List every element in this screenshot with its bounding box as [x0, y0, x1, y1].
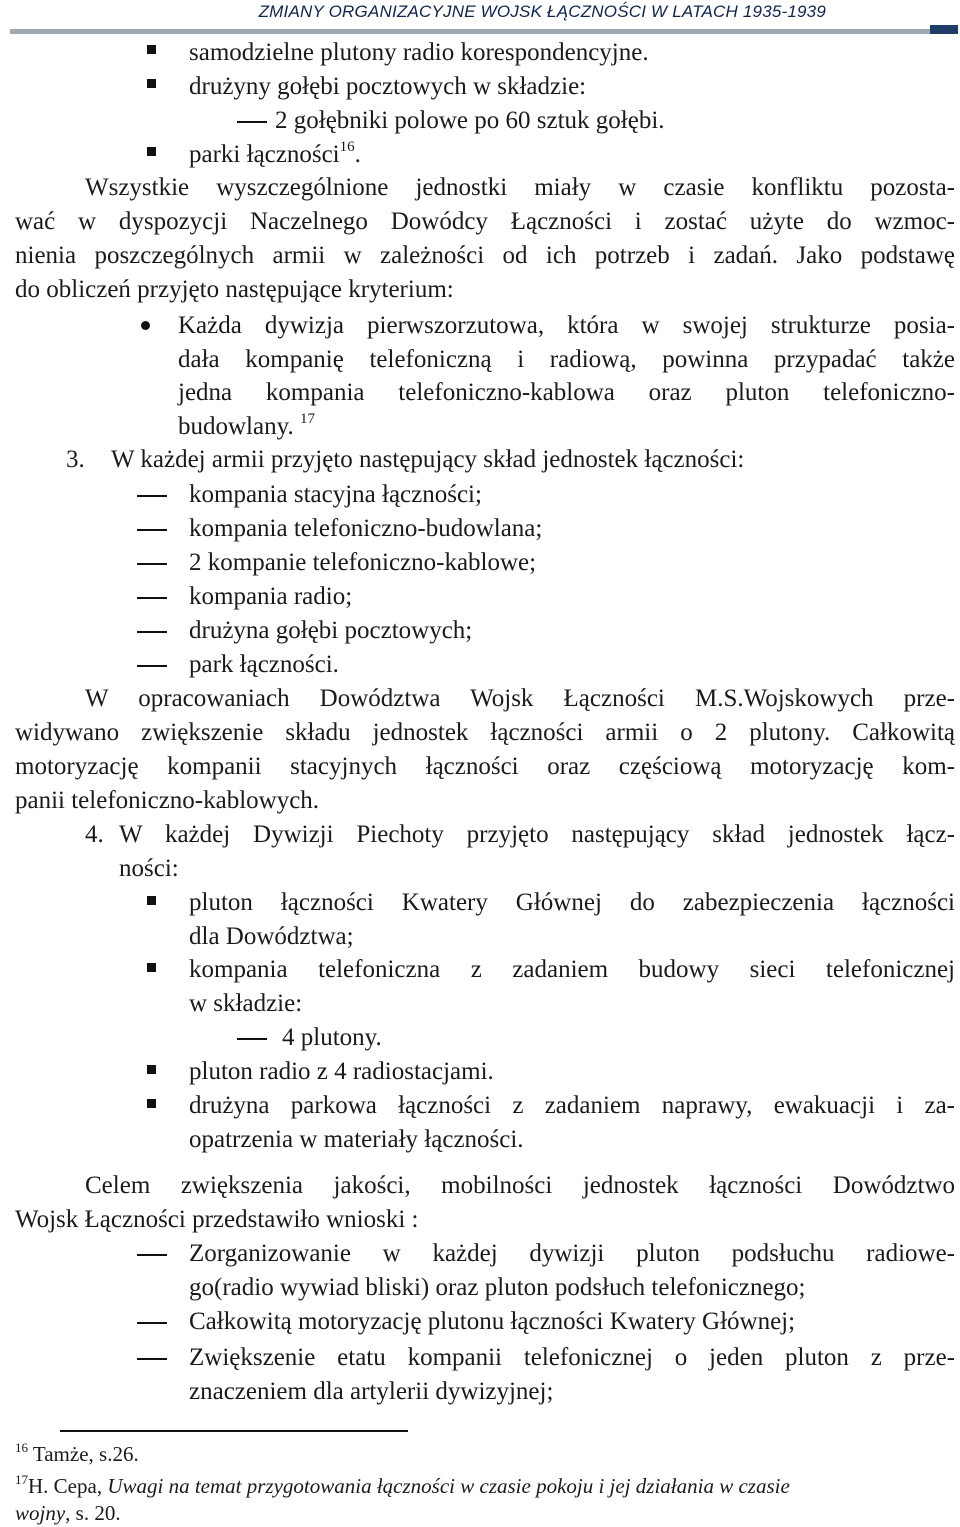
footnote-ref-17[interactable]: 17 — [299, 411, 315, 427]
list-item: pluton radio z 4 radiostacjami. — [189, 1058, 494, 1085]
footnote-separator — [60, 1430, 408, 1432]
proposal-item: znaczeniem dla artylerii dywizyjnej; — [189, 1378, 554, 1405]
paragraph-line: motoryzację kompanii stacyjnych łączności oraz częściową motoryzację kom- — [15, 753, 955, 780]
section-number: 4. — [85, 821, 104, 848]
criterion-line: jedna kompania telefoniczno-kablowa oraz pluton telefoniczno- — [178, 379, 955, 406]
paragraph-line: widywano zwiększenie składu jednostek łączności armii o 2 plutony. Całkowitą — [15, 719, 955, 746]
header-rule — [10, 29, 930, 34]
dash-bullet-icon — [137, 1322, 167, 1324]
square-bullet-icon — [147, 963, 156, 972]
section-number: 3. — [66, 446, 85, 473]
round-bullet-icon — [141, 321, 150, 330]
proposal-item: Zorganizowanie w każdej dywizji pluton podsłuchu radiowe- — [189, 1240, 955, 1267]
paragraph-line: Wojsk Łączności przedstawiło wnioski : — [15, 1206, 419, 1233]
proposal-item: Zwiększenie etatu kompanii telefonicznej o jeden pluton z prze- — [189, 1344, 955, 1371]
square-bullet-icon — [147, 1065, 156, 1074]
paragraph-line: Wszystkie wyszczególnione jednostki miały w czasie konfliktu pozosta- — [85, 174, 955, 201]
section-heading: ności: — [119, 855, 179, 882]
square-bullet-icon — [147, 147, 156, 156]
list-item: parki łączności$^{16}$. — [189, 139, 361, 168]
list-subitem: 2 gołębniki polowe po 60 sztuk gołębi. — [275, 107, 665, 134]
dash-bullet-icon — [137, 1254, 167, 1256]
paragraph-line: panii telefoniczno-kablowych. — [15, 787, 320, 814]
footnote-17: $^{17}$H. Cepa, Uwagi na temat przygotowania łączności w czasie pokoju i jej działania w czasie — [15, 1472, 790, 1498]
square-bullet-icon — [147, 79, 156, 88]
dash-bullet-icon — [137, 597, 167, 599]
footnote-ref-16[interactable]: 16 — [339, 139, 355, 155]
footnote-16: $^{16}$ Tamże, s.26. — [15, 1440, 139, 1466]
list-item: kompania telefoniczna z zadaniem budowy sieci telefonicznej — [189, 956, 955, 983]
square-bullet-icon — [147, 45, 156, 54]
paragraph-line: wać w dyspozycji Naczelnego Dowódcy Łączności i zostać użyte do wzmoc- — [15, 208, 955, 235]
dash-bullet-icon — [137, 631, 167, 633]
proposal-item: Całkowitą motoryzację plutonu łączności Kwatery Głównej; — [189, 1308, 796, 1335]
list-item: 2 kompanie telefoniczno-kablowe; — [189, 549, 537, 576]
section-heading: W każdej Dywizji Piechoty przyjęto następujący skład jednostek łącz- — [119, 821, 955, 848]
list-item: samodzielne plutony radio korespondencyjne. — [189, 39, 649, 66]
criterion-line: dała kompanię telefoniczną i radiową, powinna przypadać także — [178, 346, 955, 373]
square-bullet-icon — [147, 1099, 156, 1108]
square-bullet-icon — [147, 896, 156, 905]
footnote-17-cont: wojny, s. 20. — [15, 1501, 121, 1525]
dash-bullet-icon — [237, 121, 267, 123]
paragraph-line: Celem zwiększenia jakości, mobilności jednostek łączności Dowództwo — [85, 1172, 955, 1199]
paragraph-line: nienia poszczególnych armii w zależności od ich potrzeb i zadań. Jako podstawę — [15, 242, 955, 269]
dash-bullet-icon — [237, 1038, 267, 1040]
list-item: drużyny gołębi pocztowych w składzie: — [189, 73, 587, 100]
list-item: kompania telefoniczno-budowlana; — [189, 515, 543, 542]
paragraph-line: W opracowaniach Dowództwa Wojsk Łączności M.S.Wojskowych prze- — [85, 685, 955, 712]
running-header-title: ZMIANY ORGANIZACYJNE WOJSK ŁĄCZNOŚCI W LATACH 1935-1939 — [258, 2, 826, 21]
proposal-item: go(radio wywiad bliski) oraz pluton podsłuch telefonicznego; — [189, 1274, 806, 1301]
dash-bullet-icon — [137, 1358, 167, 1360]
list-item: w składzie: — [189, 990, 303, 1017]
dash-bullet-icon — [137, 529, 167, 531]
criterion-line: budowlany. $^{17}$ — [178, 411, 315, 440]
criterion-line: Każda dywizja pierwszorzutowa, która w swojej strukturze posia- — [178, 312, 955, 339]
running-header — [0, 0, 960, 40]
list-item: dla Dowództwa; — [189, 923, 354, 950]
paragraph-line: do obliczeń przyjęto następujące kryterium: — [15, 276, 454, 303]
list-item: kompania stacyjna łączności; — [189, 481, 482, 508]
dash-bullet-icon — [137, 563, 167, 565]
list-item: drużyna gołębi pocztowych; — [189, 617, 473, 644]
section-heading: W każdej armii przyjęto następujący skład jednostek łączności: — [111, 446, 745, 473]
list-item: pluton łączności Kwatery Głównej do zabezpieczenia łączności — [189, 889, 955, 916]
list-item: park łączności. — [189, 651, 339, 678]
list-subitem: 4 plutony. — [282, 1024, 382, 1051]
list-item: kompania radio; — [189, 583, 353, 610]
dash-bullet-icon — [137, 665, 167, 667]
header-accent-block — [930, 25, 958, 34]
dash-bullet-icon — [137, 495, 167, 497]
list-item: opatrzenia w materiały łączności. — [189, 1126, 524, 1153]
list-item: drużyna parkowa łączności z zadaniem naprawy, ewakuacji i za- — [189, 1092, 955, 1119]
